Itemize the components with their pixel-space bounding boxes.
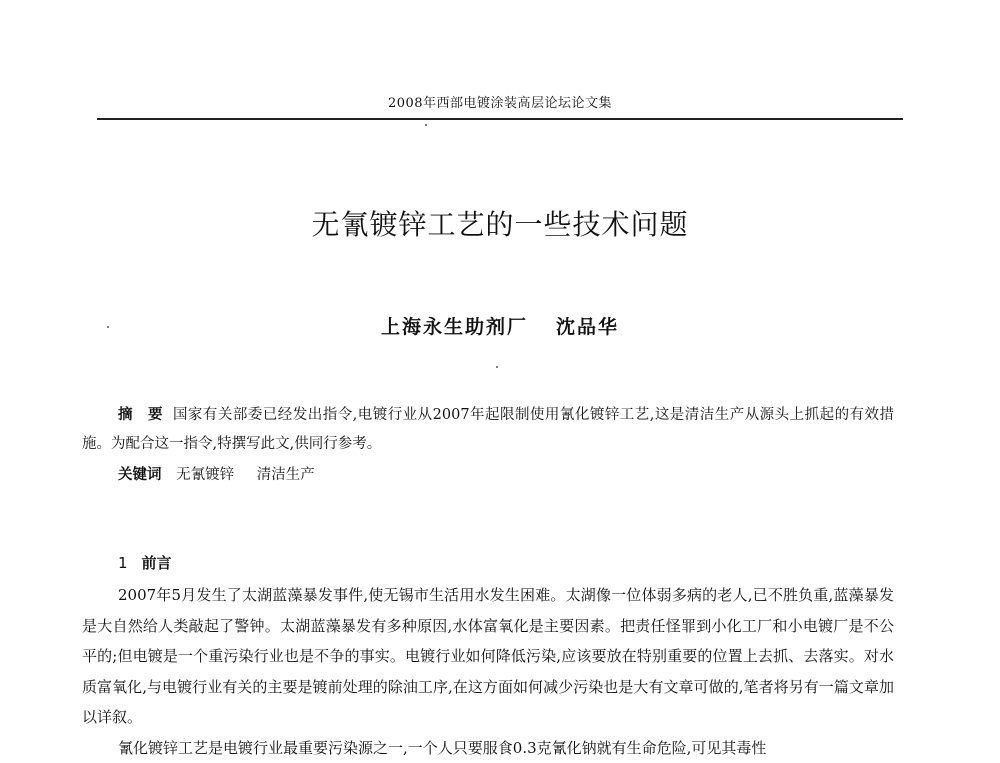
abstract-text: 国家有关部委已经发出指令,电镀行业从2007年起限制使用氰化镀锌工艺,这是清洁生产从源头上抓起的有效措施。为配合这一指令,特撰写此文,供同行参考。	[82, 407, 894, 452]
byline	[0, 312, 1000, 339]
keywords	[118, 461, 333, 490]
keywords-label: 关键词	[118, 467, 162, 483]
keyword-item: 清洁生产	[257, 467, 315, 483]
keyword-item: 无氰镀锌	[176, 467, 234, 483]
abstract	[82, 401, 894, 459]
scan-speck	[425, 124, 427, 126]
section-number: 1	[118, 554, 128, 572]
body-paragraph: 2007年5月发生了太湖蓝藻暴发事件,使无锡市生活用水发生困难。太湖像一位体弱多病的老人,已不胜负重,蓝藻暴发是大自然给人类敲起了警钟。太湖蓝藻暴发有多种原因,水体富氧化是主要因素。把责任怪罪到小化工厂和小电镀厂是不公平的;但电镀是一个重污染行业也是不争的事实。电镀行业如何降低污染,应该要放在特别重要的位置上去抓、去落实。对水质富氧化,与电镀行业有关的主要是镀前处理的除油工序,在这方面如何减少污染也是大有文章可做的,笔者将另有一篇文章加以详叙。	[82, 580, 894, 733]
section-body	[82, 580, 894, 763]
header-rule	[97, 118, 903, 120]
section-heading	[118, 552, 172, 573]
running-header: 2008年西部电镀涂装高层论坛论文集	[0, 92, 1000, 111]
scan-speck	[107, 326, 109, 328]
author-affiliation: 上海永生助剂厂	[381, 316, 528, 338]
scan-speck	[496, 366, 498, 368]
author-name: 沈品华	[556, 316, 619, 338]
abstract-label: 摘 要	[118, 407, 163, 423]
body-paragraph: 氰化镀锌工艺是电镀行业最重要污染源之一,一个人只要服食0.3克氰化钠就有生命危险,可见其毒性	[82, 733, 894, 763]
section-title: 前言	[142, 554, 172, 572]
paper-title: 无氰镀锌工艺的一些技术问题	[0, 203, 1000, 243]
